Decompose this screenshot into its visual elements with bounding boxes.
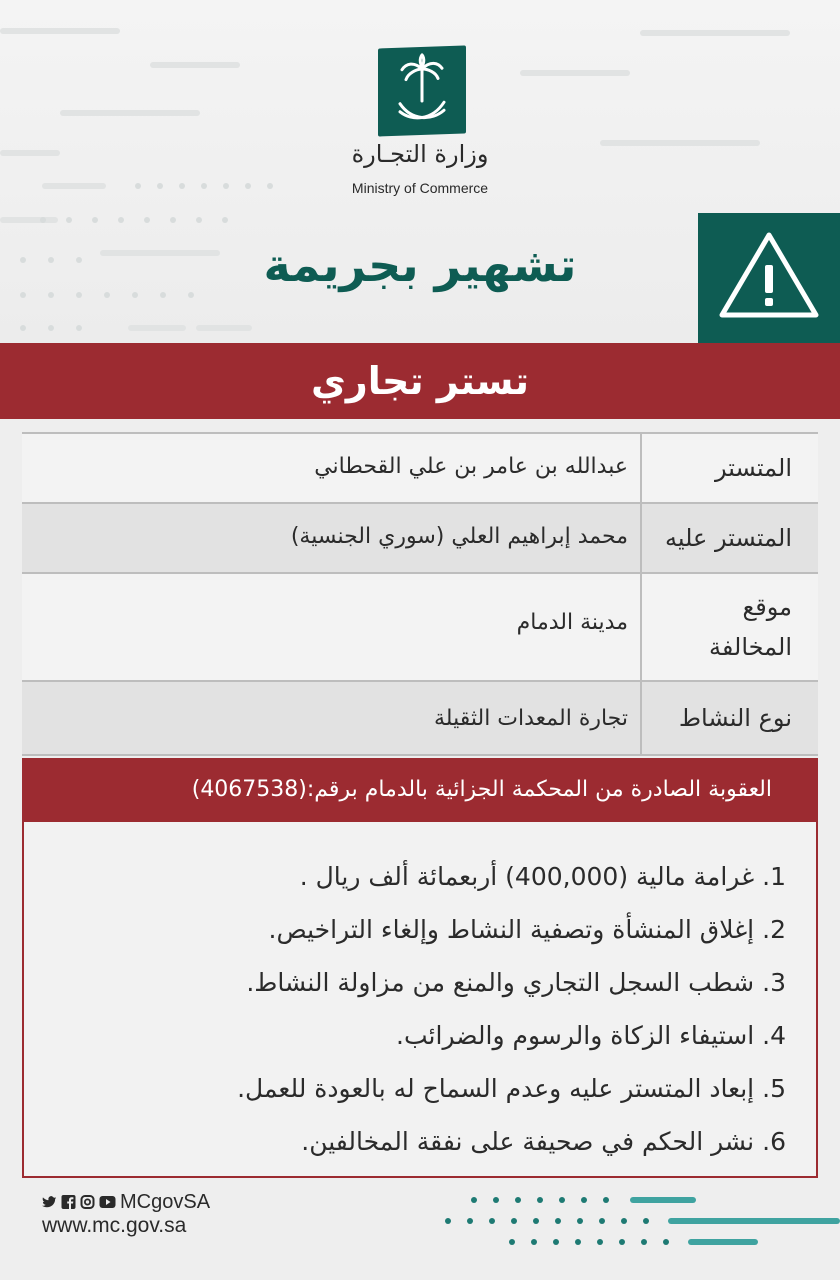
- detail-value: عبدالله بن عامر بن علي القحطاني: [314, 454, 628, 479]
- list-number: 3.: [762, 968, 786, 997]
- list-item: [44, 903, 786, 956]
- table-row: [22, 504, 818, 574]
- list-text: إغلاق المنشأة وتصفية النشاط وإلغاء التراخيص.: [268, 915, 755, 944]
- detail-label: [640, 574, 818, 680]
- detail-label: المتستر عليه: [640, 504, 818, 572]
- detail-label-line: المخالفة: [709, 633, 792, 661]
- facebook-icon[interactable]: [61, 1195, 76, 1209]
- palm-swords-emblem-icon: [378, 45, 466, 136]
- detail-label: المتستر: [640, 434, 818, 502]
- footer-decoration: [440, 1192, 840, 1262]
- list-item: [44, 1115, 786, 1168]
- youtube-icon[interactable]: [99, 1195, 116, 1209]
- case-details-table: [22, 432, 818, 756]
- list-text: غرامة مالية (400,000) أربعمائة ألف ريال .: [299, 862, 755, 891]
- social-handle[interactable]: MCgovSA: [120, 1190, 211, 1213]
- list-number: 4.: [762, 1021, 786, 1050]
- penalty-list: [44, 850, 786, 1168]
- website-link[interactable]: www.mc.gov.sa: [42, 1214, 187, 1237]
- penalty-heading: العقوبة الصادرة من المحكمة الجزائية بالدمام برقم:(4067538): [22, 758, 818, 822]
- detail-label: نوع النشاط: [640, 682, 818, 754]
- list-item: [44, 1062, 786, 1115]
- list-number: 1.: [762, 862, 786, 891]
- crime-type-banner: تستر تجاري: [0, 343, 840, 419]
- detail-label-line: موقع: [742, 593, 792, 621]
- list-text: استيفاء الزكاة والرسوم والضرائب.: [396, 1021, 755, 1050]
- list-number: 2.: [762, 915, 786, 944]
- list-text: شطب السجل التجاري والمنع من مزاولة النشاط.: [246, 968, 755, 997]
- table-row: [22, 574, 818, 682]
- table-row: [22, 434, 818, 504]
- social-links: [42, 1191, 210, 1213]
- ministry-name-english: Ministry of Commerce: [351, 180, 489, 196]
- list-item: [44, 956, 786, 1009]
- warning-triangle-icon: [698, 213, 840, 343]
- list-item: [44, 850, 786, 903]
- list-text: إبعاد المتستر عليه وعدم السماح له بالعودة للعمل.: [237, 1074, 755, 1103]
- detail-value: مدينة الدمام: [516, 610, 628, 635]
- page-title: تشهير بجريمة: [263, 238, 577, 292]
- table-row: [22, 682, 818, 756]
- list-number: 5.: [762, 1074, 786, 1103]
- detail-value: محمد إبراهيم العلي (سوري الجنسية): [290, 524, 628, 549]
- list-text: نشر الحكم في صحيفة على نفقة المخالفين.: [301, 1127, 755, 1156]
- detail-value: تجارة المعدات الثقيلة: [434, 705, 628, 731]
- ministry-name-arabic: وزارة التجـارة: [351, 140, 489, 168]
- penalty-list-box: [22, 822, 818, 1178]
- list-number: 6.: [762, 1127, 786, 1156]
- twitter-icon[interactable]: [42, 1195, 57, 1209]
- list-item: [44, 1009, 786, 1062]
- ministry-logo: [378, 45, 466, 136]
- instagram-icon[interactable]: [80, 1195, 95, 1209]
- warning-panel: [698, 213, 840, 343]
